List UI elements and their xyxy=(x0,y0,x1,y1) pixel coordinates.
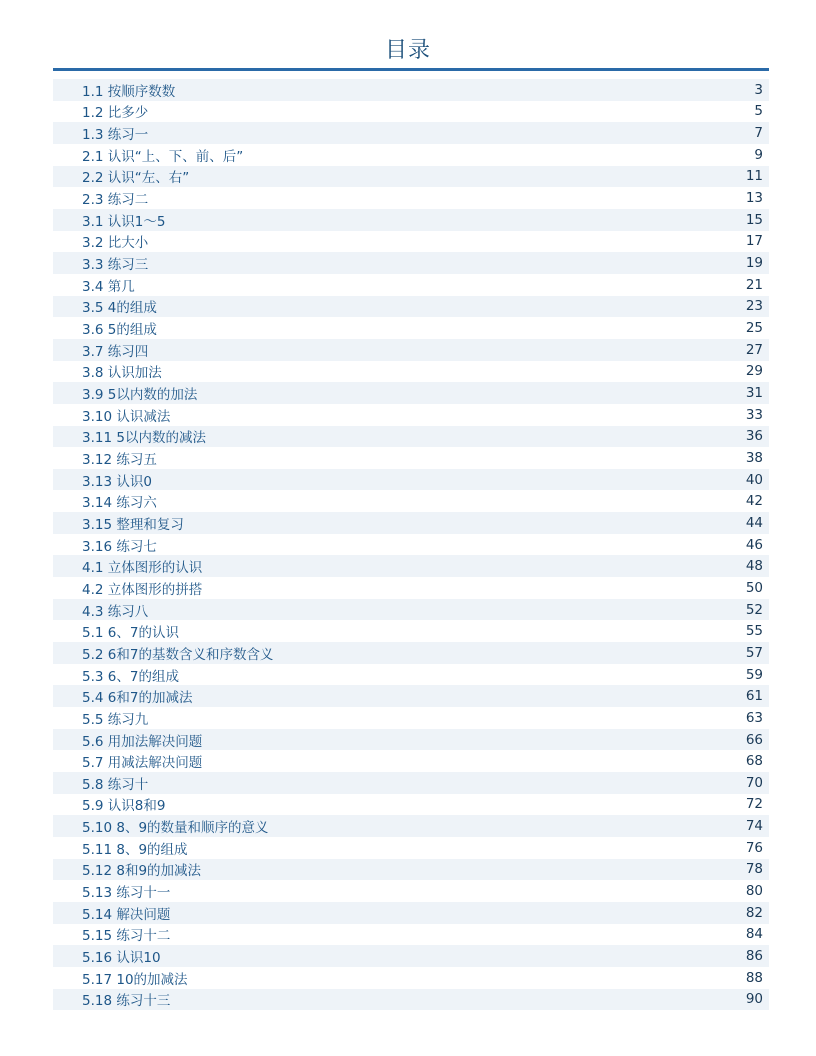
toc-entry[interactable] xyxy=(53,534,769,556)
toc-entry-page-number: 86 xyxy=(745,948,763,965)
toc-entry-title: 5.13 练习十一 xyxy=(82,885,171,902)
toc-entry[interactable] xyxy=(53,555,769,577)
toc-entry[interactable] xyxy=(53,382,769,404)
toc-entry-title: 5.1 6、7的认识 xyxy=(82,625,179,642)
toc-entry-title: 3.13 认识0 xyxy=(82,473,152,490)
toc-entry[interactable] xyxy=(53,989,769,1011)
toc-entry-page-number: 76 xyxy=(745,839,763,856)
toc-entry[interactable] xyxy=(53,79,769,101)
toc-entry-page-number: 7 xyxy=(754,125,763,142)
toc-entry-title: 3.11 5以内数的减法 xyxy=(82,430,206,447)
toc-entry-page-number: 68 xyxy=(745,753,763,770)
toc-entry-page-number: 19 xyxy=(745,255,763,272)
toc-entry-title: 4.2 立体图形的拼搭 xyxy=(82,581,203,598)
toc-entry-page-number: 55 xyxy=(745,623,763,640)
toc-entry-title: 3.4 第几 xyxy=(82,278,135,295)
toc-entry[interactable] xyxy=(53,642,769,664)
toc-entry-title: 5.10 8、9的数量和顺序的意义 xyxy=(82,820,269,837)
toc-entry-title: 5.2 6和7的基数含义和序数含义 xyxy=(82,646,274,663)
toc-entry[interactable] xyxy=(53,122,769,144)
toc-entry[interactable] xyxy=(53,837,769,859)
toc-entry-title: 3.1 认识1～5 xyxy=(82,213,166,230)
toc-entry-title: 5.14 解决问题 xyxy=(82,906,171,923)
toc-entry-title: 3.14 练习六 xyxy=(82,495,157,512)
toc-entry[interactable] xyxy=(53,101,769,123)
toc-entry-title: 5.4 6和7的加减法 xyxy=(82,690,193,707)
toc-entry-page-number: 3 xyxy=(754,81,763,98)
toc-entry-title: 5.6 用加法解决问题 xyxy=(82,733,203,750)
toc-entry[interactable] xyxy=(53,447,769,469)
toc-entry[interactable] xyxy=(53,166,769,188)
toc-entry[interactable] xyxy=(53,274,769,296)
toc-entry-page-number: 57 xyxy=(745,644,763,661)
toc-entry-page-number: 50 xyxy=(745,579,763,596)
toc-entry-page-number: 11 xyxy=(745,168,763,185)
toc-entry[interactable] xyxy=(53,469,769,491)
title-divider xyxy=(53,68,769,71)
toc-entry-page-number: 90 xyxy=(745,991,763,1008)
toc-entry-title: 5.17 10的加减法 xyxy=(82,971,188,988)
toc-entry-title: 5.3 6、7的组成 xyxy=(82,668,179,685)
toc-entry[interactable] xyxy=(53,490,769,512)
toc-entry-title: 3.6 5的组成 xyxy=(82,322,157,339)
toc-entry-page-number: 25 xyxy=(745,320,763,337)
toc-entry-title: 3.10 认识减法 xyxy=(82,408,171,425)
toc-entry[interactable] xyxy=(53,187,769,209)
toc-entry-title: 5.15 练习十二 xyxy=(82,928,171,945)
toc-entry[interactable] xyxy=(53,361,769,383)
toc-entry-page-number: 88 xyxy=(745,969,763,986)
toc-entry-title: 3.3 练习三 xyxy=(82,257,149,274)
toc-entry[interactable] xyxy=(53,772,769,794)
toc-entry[interactable] xyxy=(53,664,769,686)
toc-entry-page-number: 82 xyxy=(745,904,763,921)
toc-entry-title: 3.5 4的组成 xyxy=(82,300,157,317)
toc-entry-title: 2.1 认识“上、下、前、后” xyxy=(82,148,244,165)
toc-entry[interactable] xyxy=(53,512,769,534)
toc-entry-page-number: 13 xyxy=(745,190,763,207)
toc-entry[interactable] xyxy=(53,945,769,967)
toc-entry-page-number: 33 xyxy=(745,406,763,423)
toc-entry-page-number: 15 xyxy=(745,211,763,228)
toc-entry-page-number: 84 xyxy=(745,926,763,943)
toc-entry-title: 2.2 认识“左、右” xyxy=(82,170,190,187)
toc-entry-page-number: 42 xyxy=(745,493,763,510)
toc-entry[interactable] xyxy=(53,880,769,902)
toc-entry-page-number: 17 xyxy=(745,233,763,250)
toc-entry-title: 5.18 练习十三 xyxy=(82,993,171,1010)
toc-entry-title: 5.5 练习九 xyxy=(82,711,149,728)
page-title: 目录 xyxy=(384,38,431,63)
toc-entry[interactable] xyxy=(53,707,769,729)
toc-entry[interactable] xyxy=(53,750,769,772)
toc-entry-page-number: 72 xyxy=(745,796,763,813)
toc-entry-title: 5.12 8和9的加减法 xyxy=(82,863,202,880)
toc-entry-page-number: 48 xyxy=(745,558,763,575)
toc-entry-page-number: 23 xyxy=(745,298,763,315)
toc-entry-title: 5.8 练习十 xyxy=(82,776,149,793)
toc-entry-page-number: 78 xyxy=(745,861,763,878)
toc-entry[interactable] xyxy=(53,620,769,642)
toc-entry-page-number: 61 xyxy=(745,688,763,705)
toc-entry-page-number: 59 xyxy=(745,666,763,683)
toc-entry-title: 4.3 练习八 xyxy=(82,603,149,620)
toc-entry-page-number: 31 xyxy=(745,385,763,402)
toc-entry-title: 3.9 5以内数的加法 xyxy=(82,387,198,404)
toc-entry[interactable] xyxy=(53,296,769,318)
toc-entry-page-number: 38 xyxy=(745,449,763,466)
toc-entry[interactable] xyxy=(53,252,769,274)
toc-entry-title: 5.11 8、9的组成 xyxy=(82,841,188,858)
toc-entry-page-number: 36 xyxy=(745,428,763,445)
toc-entry-title: 5.7 用减法解决问题 xyxy=(82,755,203,772)
toc-entry-page-number: 40 xyxy=(745,471,763,488)
toc-entry[interactable] xyxy=(53,144,769,166)
toc-entry[interactable] xyxy=(53,404,769,426)
toc-entry[interactable] xyxy=(53,577,769,599)
toc-entry[interactable] xyxy=(53,729,769,751)
toc-entry-title: 3.12 练习五 xyxy=(82,451,157,468)
toc-entry[interactable] xyxy=(53,231,769,253)
toc-entry-title: 3.8 认识加法 xyxy=(82,365,162,382)
toc-entry[interactable] xyxy=(53,339,769,361)
toc-entry-page-number: 74 xyxy=(745,818,763,835)
toc-entry-page-number: 70 xyxy=(745,774,763,791)
toc-entry-title: 4.1 立体图形的认识 xyxy=(82,560,203,577)
toc-entry[interactable] xyxy=(53,815,769,837)
toc-entry-title: 3.16 练习七 xyxy=(82,538,157,555)
toc-entry-title: 3.15 整理和复习 xyxy=(82,516,184,533)
toc-entry[interactable] xyxy=(53,685,769,707)
toc-entry-page-number: 63 xyxy=(745,709,763,726)
toc-entry-page-number: 66 xyxy=(745,731,763,748)
toc-entry[interactable] xyxy=(53,794,769,816)
toc-entry[interactable] xyxy=(53,317,769,339)
toc-entry[interactable] xyxy=(53,426,769,448)
toc-entry-title: 1.3 练习一 xyxy=(82,127,149,144)
toc-entry-title: 2.3 练习二 xyxy=(82,192,149,209)
toc-entry-title: 5.9 认识8和9 xyxy=(82,798,166,815)
toc-list xyxy=(53,79,769,1010)
toc-entry-page-number: 9 xyxy=(754,146,763,163)
toc-entry-page-number: 80 xyxy=(745,883,763,900)
toc-entry[interactable] xyxy=(53,209,769,231)
toc-entry-title: 1.1 按顺序数数 xyxy=(82,83,176,100)
toc-entry[interactable] xyxy=(53,902,769,924)
toc-entry-page-number: 29 xyxy=(745,363,763,380)
toc-entry-page-number: 52 xyxy=(745,601,763,618)
toc-entry-page-number: 27 xyxy=(745,341,763,358)
toc-entry-page-number: 44 xyxy=(745,514,763,531)
toc-entry-page-number: 46 xyxy=(745,536,763,553)
toc-entry[interactable] xyxy=(53,859,769,881)
toc-entry-title: 5.16 认识10 xyxy=(82,950,161,967)
toc-entry-page-number: 21 xyxy=(745,276,763,293)
toc-entry[interactable] xyxy=(53,599,769,621)
toc-entry-title: 3.2 比大小 xyxy=(82,235,149,252)
toc-entry[interactable] xyxy=(53,924,769,946)
toc-entry-title: 3.7 练习四 xyxy=(82,343,149,360)
toc-entry-page-number: 5 xyxy=(754,103,763,120)
toc-entry-title: 1.2 比多少 xyxy=(82,105,149,122)
toc-entry[interactable] xyxy=(53,967,769,989)
